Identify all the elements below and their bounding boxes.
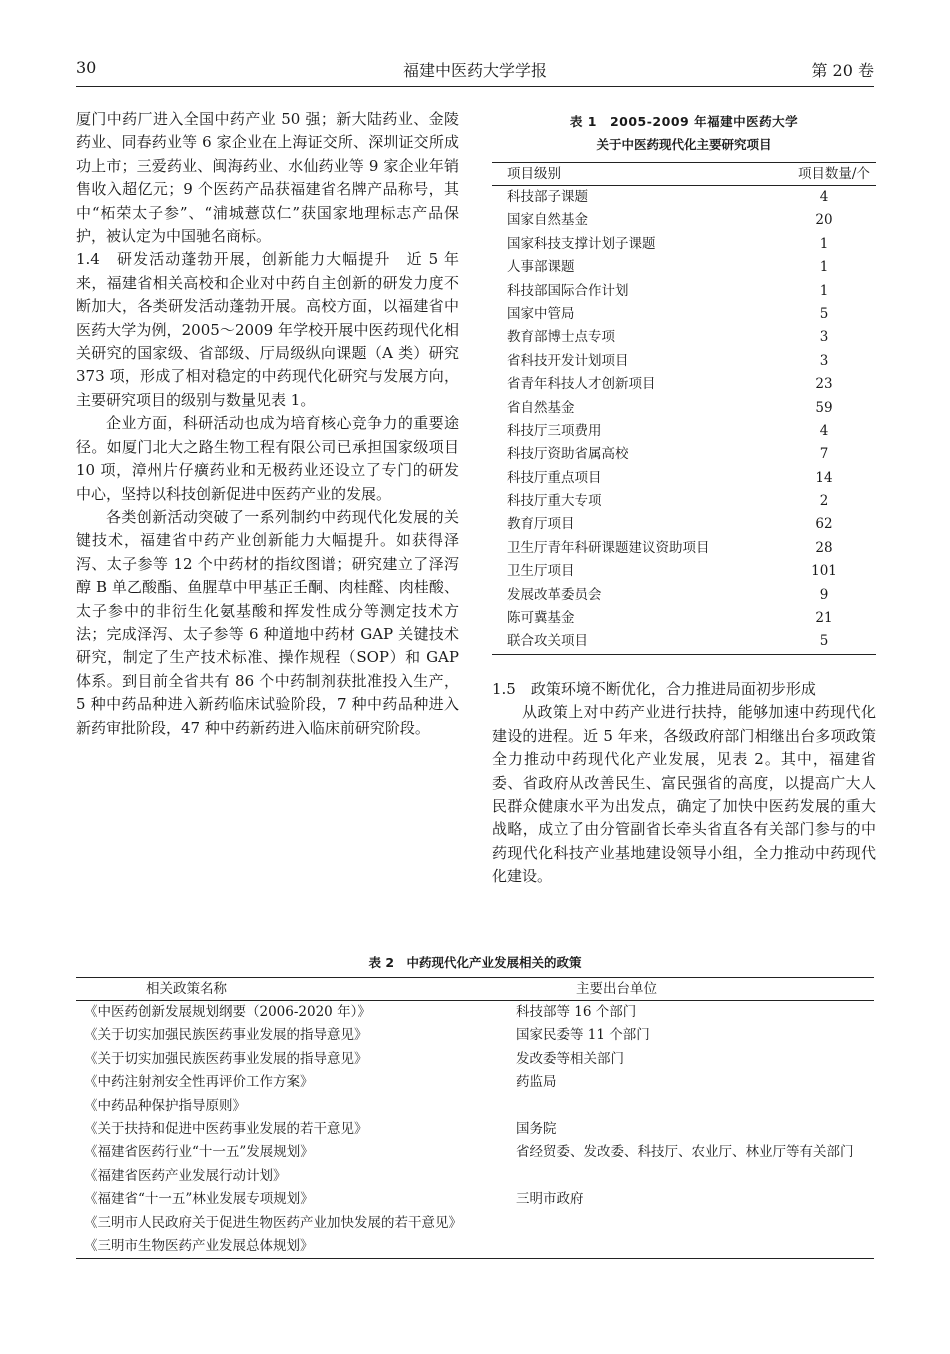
project-level: 教育厅项目 xyxy=(507,516,575,533)
project-count: 4 xyxy=(819,422,829,439)
paragraph: 从政策上对中药产业进行扶持，能够加速中药现代化建设的进程。近 5 年来，各级政府部门相继出台多项政策全力推动中药现代化产业发展，见表 2。其中，福建省委、省政府从改善民生、富民强省的高度，以提高广大人民群众健康水平为出发点，确定了加快中医药发展的重大战略，成立了由分管副省长牵头省直各有关部门参与的中药现代化科技产业基地建设领导小组，全力推动中药现代化建设。 xyxy=(492,703,876,886)
project-level: 国家科技支撑计划子课题 xyxy=(507,235,656,252)
table-row xyxy=(492,537,876,560)
section-1-5-heading xyxy=(492,678,876,701)
table-row xyxy=(492,513,876,536)
paragraph: 企业方面，科研活动也成为培育核心竞争力的重要途径。如厦门北大之路生物工程有限公司已承担国家级项目 10 项，漳州片仔癀药业和无极药业还设立了专门的研发中心，坚持以科技创新促进中医药产业的发展。 xyxy=(76,414,459,503)
table1-caption xyxy=(492,110,876,156)
project-count: 14 xyxy=(815,469,833,486)
project-count: 3 xyxy=(819,329,829,346)
table-row xyxy=(492,326,876,349)
table1 xyxy=(492,162,876,655)
policy-name: 《福建省医药行业“十一五”发展规划》 xyxy=(84,1144,314,1161)
paragraph: 厦门中药厂进入全国中药产业 50 强；新大陆药业、金陵药业、同春药业等 6 家企业在上海证交所、深圳证交所成功上市；三爱药业、闽海药业、水仙药业等 9 家企业年销售收入超亿元；9 个医药产品获福建省名牌产品称号，其中“柘荣太子参”、“浦城薏苡仁”获国家地理标志产品保护，被认定为中国驰名商标。 xyxy=(76,110,459,246)
header-rule xyxy=(76,86,874,87)
project-count: 4 xyxy=(819,189,829,205)
table-row xyxy=(492,584,876,607)
issuing-body: 发改委等相关部门 xyxy=(516,1050,624,1067)
project-level: 卫生厅项目 xyxy=(507,563,575,580)
running-header xyxy=(76,58,874,84)
journal-title: 福建中医药大学学报 xyxy=(402,61,547,80)
policy-name: 《福建省“十一五”林业发展专项规划》 xyxy=(84,1191,314,1208)
table2-col-issuer: 主要出台单位 xyxy=(576,981,657,997)
project-level: 省自然基金 xyxy=(507,399,575,416)
table-row xyxy=(76,1071,874,1094)
section-title: 政策环境不断优化，合力推进局面初步形成 xyxy=(530,680,816,698)
table1-col-count: 项目数量/个 xyxy=(797,166,870,182)
table2-caption: 表 2 中药现代化产业发展相关的政策 xyxy=(368,955,582,970)
project-level: 科技厅重点项目 xyxy=(507,469,602,486)
table-row xyxy=(492,560,876,583)
project-level: 科技部子课题 xyxy=(507,189,588,205)
policy-name: 《三明市生物医药产业发展总体规划》 xyxy=(84,1237,314,1254)
project-level: 科技部国际合作计划 xyxy=(507,282,629,299)
project-count: 23 xyxy=(815,376,833,393)
issuing-body: 药监局 xyxy=(516,1074,557,1091)
section-text: 近 5 年来，福建省相关高校和企业对中药自主创新的研发力度不断加大，各类研发活动蓬勃开展。高校方面，以福建省中医药大学为例，2005～2009 年学校开展中医药现代化相关研究的国家级、省部级、厅局级纵向课题（A 类）研究 373 项，形成了相对稳定的中药现代化研究与发展方向，主要研究项目的级别与数量见表 1。 xyxy=(76,250,459,409)
project-count: 5 xyxy=(819,633,829,650)
table-row xyxy=(76,1001,874,1024)
section-number: 1.4 xyxy=(76,250,100,269)
project-level: 国家自然基金 xyxy=(507,212,588,229)
table-row xyxy=(492,490,876,513)
table-row xyxy=(76,1141,874,1164)
project-level: 科技厅重大专项 xyxy=(507,493,602,510)
table-row xyxy=(492,186,876,209)
issuing-body: 科技部等 16 个部门 xyxy=(516,1004,637,1020)
policy-name: 《中药品种保护指导原则》 xyxy=(84,1097,246,1114)
issuing-body: 国家民委等 11 个部门 xyxy=(516,1027,650,1044)
project-count: 62 xyxy=(815,516,833,533)
table-row xyxy=(76,1165,874,1188)
table-row xyxy=(492,443,876,466)
policy-name: 《中药注射剂安全性再评价工作方案》 xyxy=(84,1074,314,1091)
project-level: 教育部博士点专项 xyxy=(507,329,615,346)
project-count: 21 xyxy=(815,610,833,627)
table-row xyxy=(492,350,876,373)
project-level: 国家中管局 xyxy=(507,305,575,322)
project-level: 人事部课题 xyxy=(507,259,575,276)
project-count: 20 xyxy=(815,212,833,229)
issuing-body: 三明市政府 xyxy=(516,1191,584,1208)
table-row xyxy=(492,373,876,396)
project-count: 1 xyxy=(819,282,829,299)
project-count: 9 xyxy=(819,586,829,603)
table-row xyxy=(76,1048,874,1071)
volume-label: 第 20 卷 xyxy=(811,61,874,80)
project-level: 省青年科技人才创新项目 xyxy=(507,376,656,393)
table-row xyxy=(492,467,876,490)
table-row xyxy=(492,303,876,326)
table-row xyxy=(76,1212,874,1235)
table1-header-row xyxy=(492,163,876,186)
project-level: 科技厅三项费用 xyxy=(507,422,602,439)
table-row xyxy=(492,630,876,653)
policy-name: 《关于切实加强民族医药事业发展的指导意见》 xyxy=(84,1050,368,1067)
table-row xyxy=(492,397,876,420)
policy-name: 《关于扶持和促进中医药事业发展的若干意见》 xyxy=(84,1120,368,1137)
table1-caption-line2: 关于中医药现代化主要研究项目 xyxy=(596,137,772,152)
project-level: 省科技开发计划项目 xyxy=(507,352,629,369)
section-1-4 xyxy=(76,248,459,412)
page-number: 30 xyxy=(76,58,97,77)
table-row xyxy=(76,1188,874,1211)
policy-name: 《中医药创新发展规划纲要（2006-2020 年）》 xyxy=(84,1004,371,1020)
right-column xyxy=(492,678,876,889)
paragraph: 各类创新活动突破了一系列制约中药现代化发展的关键技术，福建省中药产业创新能力大幅提升。如获得泽泻、太子参等 12 个中药材的指纹图谱；研究建立了泽泻醇 B 单乙酸酯、鱼腥草中甲基正壬酮、肉桂醛、肉桂酸、太子参中的非衍生化氨基酸和挥发性成分等测定技术方法；完成泽泻、太子参等 6 种道地中药材 GAP 关键技术研究，制定了生产技术标准、操作规程（SOP）和 GAP 体系。到目前全省共有 86 个中药制剂获批准投入生产，5 种中药品种进入新药临床试验阶段，7 种中药品种进入新药审批阶段，47 种中药新药进入临床前研究阶段。 xyxy=(76,507,459,737)
project-count: 1 xyxy=(819,259,829,276)
project-count: 28 xyxy=(815,539,833,556)
issuing-body: 国务院 xyxy=(516,1120,557,1137)
policy-name: 《福建省医药产业发展行动计划》 xyxy=(84,1167,287,1184)
project-level: 发展改革委员会 xyxy=(507,586,602,603)
section-title: 研发活动蓬勃开展，创新能力大幅提升 xyxy=(117,250,391,269)
project-count: 5 xyxy=(819,305,829,322)
project-level: 卫生厅青年科研课题建议资助项目 xyxy=(507,539,710,556)
project-level: 陈可冀基金 xyxy=(507,610,575,627)
table1-col-level: 项目级别 xyxy=(507,166,561,182)
table2-col-policy: 相关政策名称 xyxy=(146,981,227,997)
table-row xyxy=(492,209,876,232)
table-row xyxy=(492,607,876,630)
project-count: 101 xyxy=(811,563,837,580)
table-row xyxy=(76,1235,874,1258)
table-row xyxy=(492,280,876,303)
policy-name: 《三明市人民政府关于促进生物医药产业加快发展的若干意见》 xyxy=(84,1214,462,1231)
project-level: 科技厅资助省属高校 xyxy=(507,446,629,463)
issuing-body: 省经贸委、发改委、科技厅、农业厅、林业厅等有关部门 xyxy=(516,1144,854,1161)
project-count: 3 xyxy=(819,352,829,369)
project-count: 59 xyxy=(815,399,833,416)
policy-name: 《关于切实加强民族医药事业发展的指导意见》 xyxy=(84,1027,368,1044)
table1-caption-line1: 表 1 2005-2009 年福建中医药大学 xyxy=(569,114,799,129)
table-row xyxy=(76,1095,874,1118)
left-column xyxy=(76,108,459,740)
table-row xyxy=(76,1024,874,1047)
table-row xyxy=(492,420,876,443)
table2 xyxy=(76,977,874,1259)
project-count: 1 xyxy=(819,235,829,252)
table-row xyxy=(492,256,876,279)
table-row xyxy=(76,1118,874,1141)
project-count: 7 xyxy=(819,446,829,463)
table-row xyxy=(492,233,876,256)
table2-header-row xyxy=(76,978,874,1001)
section-number: 1.5 xyxy=(492,680,516,698)
project-level: 联合攻关项目 xyxy=(507,633,588,650)
project-count: 2 xyxy=(819,493,829,510)
